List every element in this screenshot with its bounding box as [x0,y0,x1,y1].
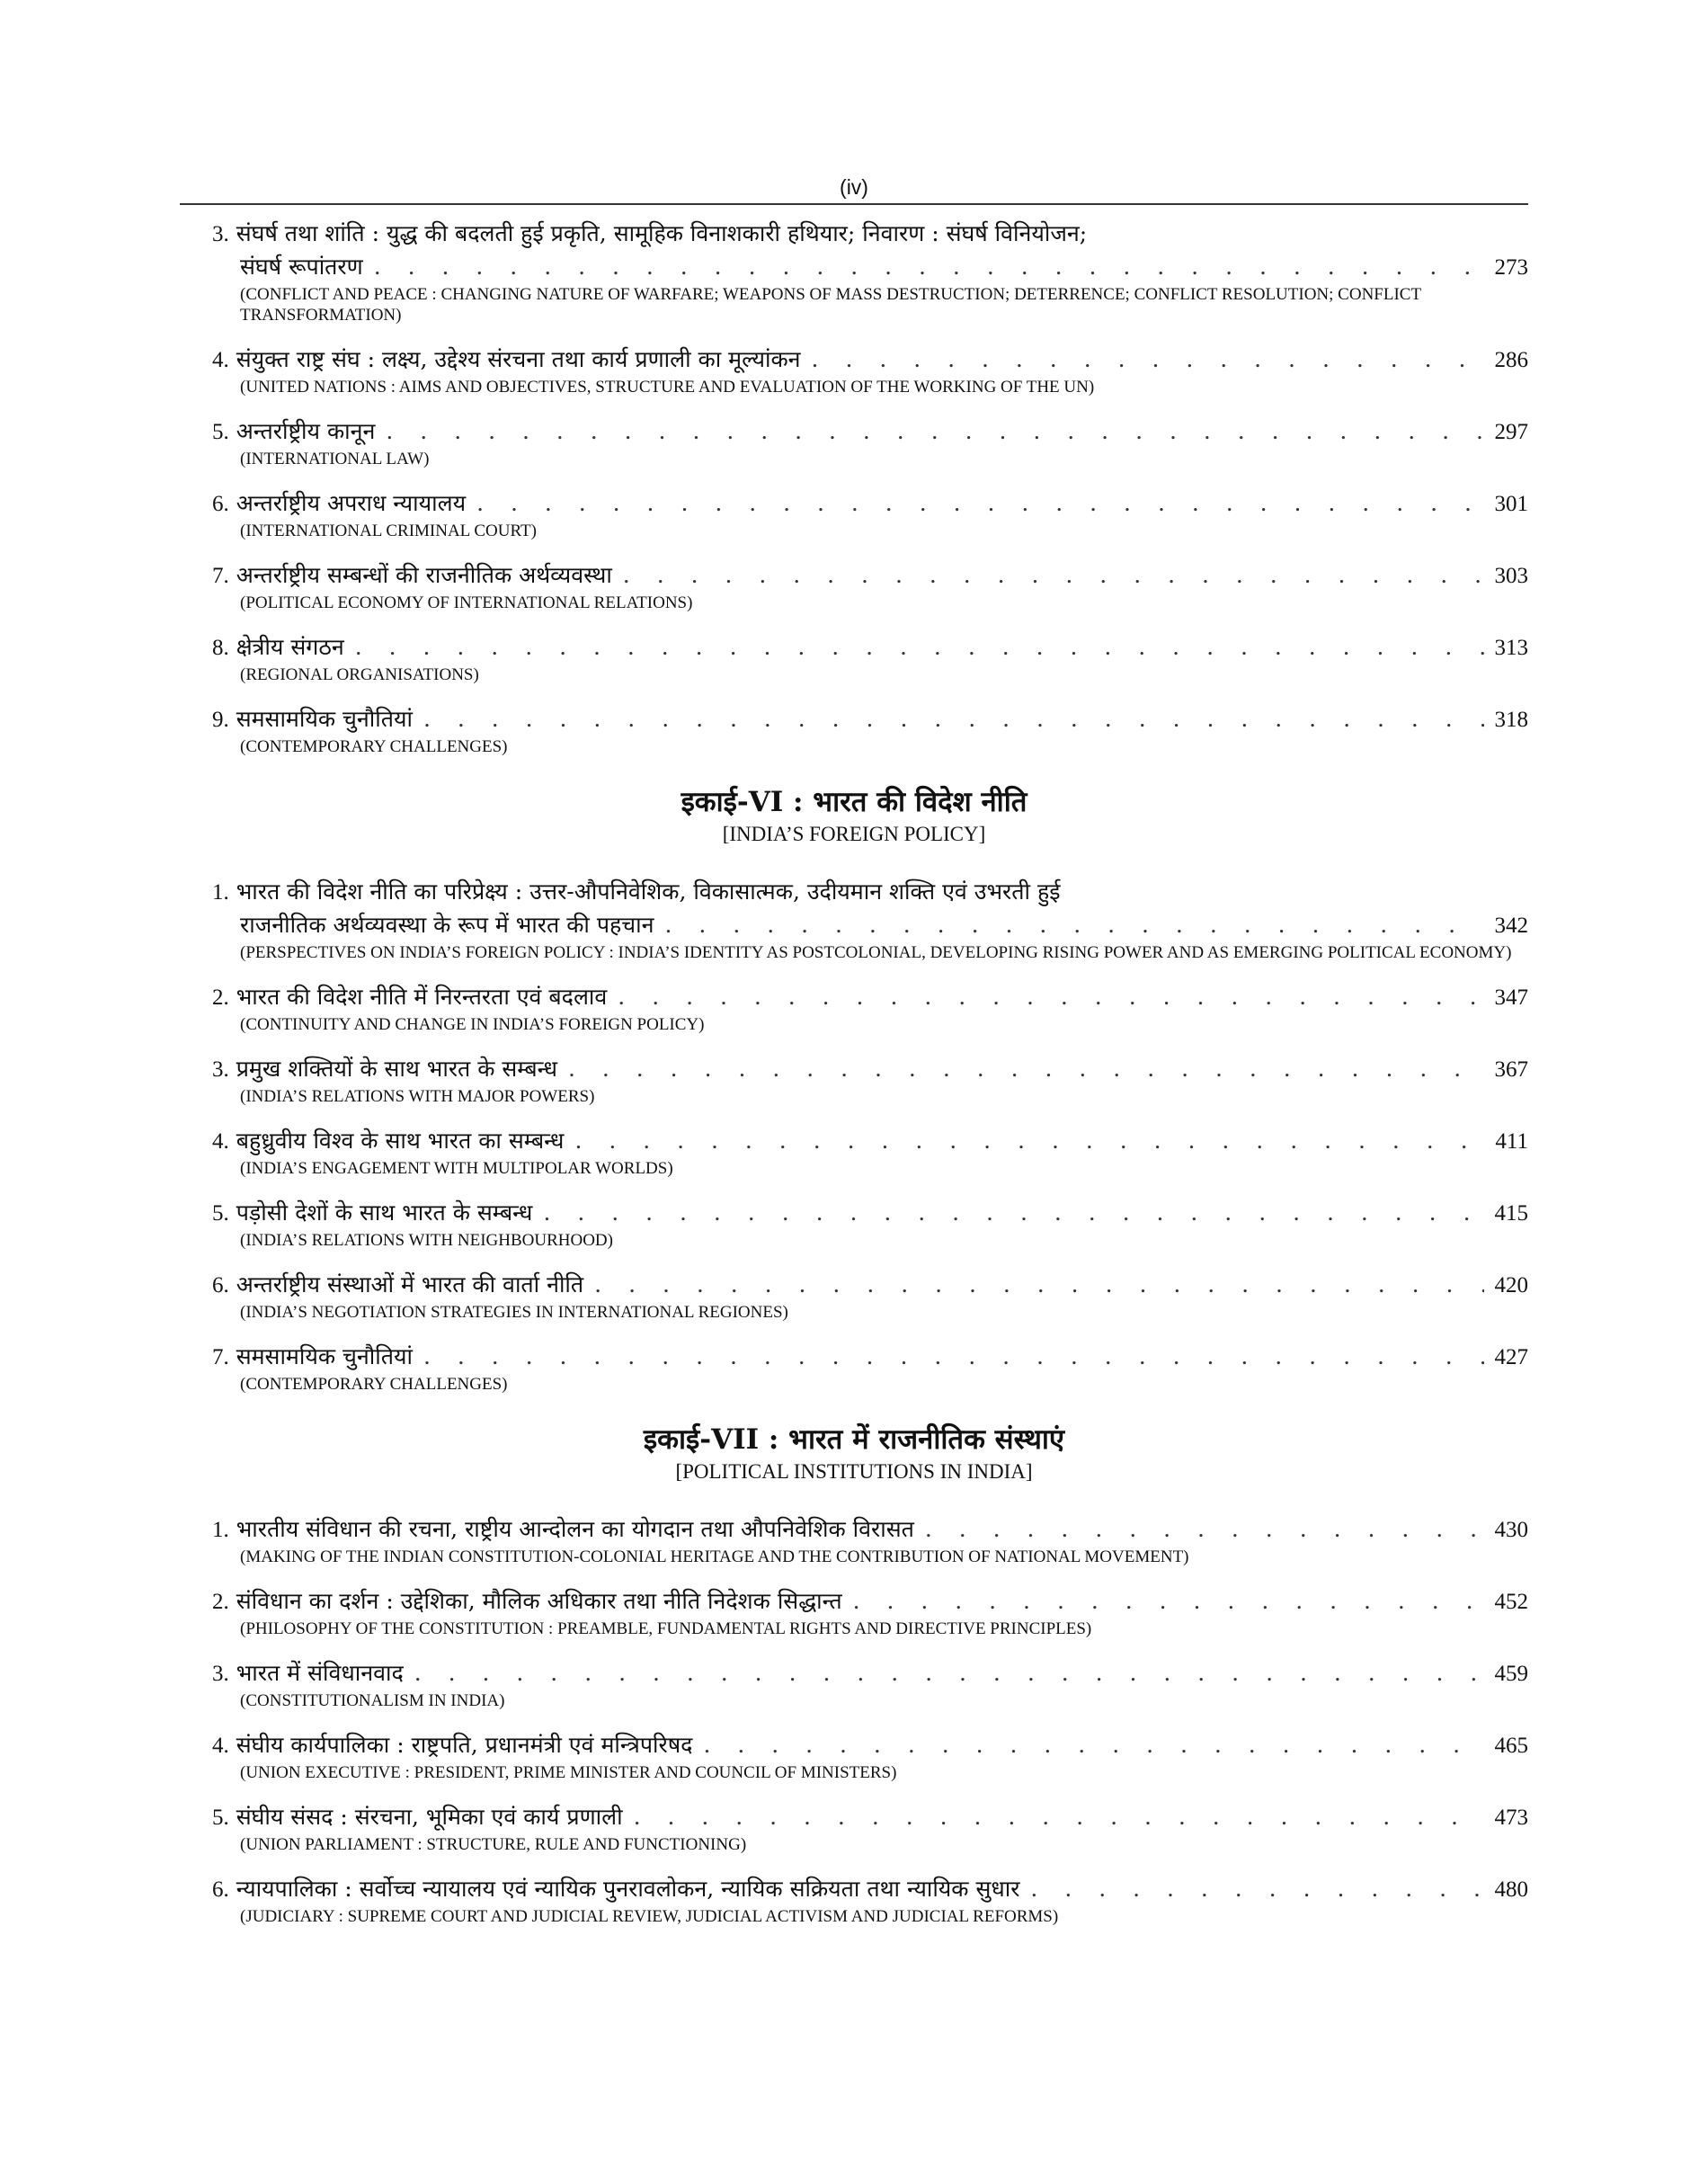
toc-entry[interactable] [180,1269,1528,1323]
unit-subheading: [INDIA’S FOREIGN POLICY] [722,823,986,845]
leader-dots [423,1341,1484,1373]
entry-page: 427 [1494,1345,1528,1369]
entry-number: 9. [212,708,229,732]
entry-number: 5. [212,1201,229,1226]
entry-english: (CONTEMPORARY CHALLENGES) [240,1375,508,1394]
leader-dots [543,1197,1483,1229]
entry-page: 420 [1494,1273,1528,1297]
entry-english: (INDIA’S NEGOTIATION STRATEGIES IN INTERNATIONAL REGIONES) [240,1303,788,1322]
leader-dots [476,487,1483,520]
toc-entry[interactable] [180,1657,1528,1711]
entry-number: 3. [212,222,229,246]
entry-title: अन्तर्राष्ट्रीय अपराध न्यायालय [236,490,467,516]
toc-entry[interactable] [180,487,1528,541]
unit-subheading: [POLITICAL INSTITUTIONS IN INDIA] [675,1460,1033,1483]
entry-english: (INDIA’S RELATIONS WITH MAJOR POWERS) [240,1087,595,1106]
entry-english: (POLITICAL ECONOMY OF INTERNATIONAL RELATIONS) [240,593,693,612]
entry-english: (CONTEMPORARY CHALLENGES) [240,737,508,756]
section-international-relations [180,218,1528,757]
entry-number: 1. [212,1518,229,1542]
entry-number: 2. [212,1590,229,1614]
page-number: (iv) [840,175,868,199]
entry-title: संघीय संसद : संरचना, भूमिका एवं कार्य प्रणाली [236,1804,623,1830]
leader-dots [853,1585,1484,1618]
leader-dots [634,1801,1484,1833]
entry-title: भारतीय संविधान की रचना, राष्ट्रीय आन्दोलन का योगदान तथा औपनिवेशिक विरासत [236,1516,914,1542]
entry-english: (UNION EXECUTIVE : PRESIDENT, PRIME MINISTER AND COUNCIL OF MINISTERS) [240,1763,897,1782]
leader-dots [925,1513,1484,1546]
entry-page: 297 [1494,420,1528,444]
toc-entry[interactable] [180,1801,1528,1855]
entry-number: 8. [212,636,229,660]
entry-page: 473 [1494,1806,1528,1830]
section-unit-7 [180,1422,1528,1927]
entry-title: समसामयिक चुनौतियां [236,706,413,732]
entry-page: 459 [1494,1662,1528,1686]
entry-english: (CONSTITUTIONALISM IN INDIA) [240,1691,505,1710]
entry-english: (CONTINUITY AND CHANGE IN INDIA’S FOREIGN POLICY) [240,1015,705,1034]
toc-entry[interactable] [180,1513,1528,1567]
entry-number: 4. [212,1734,229,1758]
entry-english: (CONFLICT AND PEACE : CHANGING NATURE OF WARFARE; WEAPONS OF MASS DESTRUCTION; DETERRENCE; CONFLICT RESOLUTION; CONFLICT TRANSFORMATION) [240,285,1421,325]
entry-english: (INDIA’S RELATIONS WITH NEIGHBOURHOOD) [240,1231,613,1250]
toc-entry[interactable] [180,415,1528,469]
entry-title-line1: भारत की विदेश नीति का परिप्रेक्ष्य : उत्तर-औपनिवेशिक, विकासात्मक, उदीयमान शक्ति एवं उभरती हुई [236,878,1061,905]
entry-title: भारत की विदेश नीति में निरन्तरता एवं बदलाव [236,984,608,1010]
entry-page: 452 [1494,1590,1528,1614]
leader-dots [568,1053,1484,1085]
toc-entry[interactable] [180,218,1528,325]
entry-page: 411 [1495,1129,1528,1154]
entry-title: संविधान का दर्शन : उद्देशिका, मौलिक अधिकार तथा नीति निदेशक सिद्धान्त [236,1588,842,1614]
entry-title: न्यायपालिका : सर्वोच्च न्यायालय एवं न्यायिक पुनरावलोकन, न्यायिक सक्रियता तथा न्यायिक सुधार [236,1876,1020,1902]
entry-title: राजनीतिक अर्थव्यवस्था के रूप में भारत की पहचान [240,912,654,938]
entry-page: 342 [1494,914,1528,938]
leader-dots [623,559,1484,592]
leader-dots [1030,1873,1483,1905]
entry-title: पड़ोसी देशों के साथ भारत के सम्बन्ध [236,1199,533,1226]
toc-entry[interactable] [180,343,1528,397]
entry-number: 4. [212,348,229,372]
leader-dots [594,1269,1483,1301]
entry-page: 465 [1494,1734,1528,1758]
entry-title: संघीय कार्यपालिका : राष्ट्रपति, प्रधानमंत्री एवं मन्त्रिपरिषद [236,1732,693,1758]
toc-entry[interactable] [180,981,1528,1035]
entry-number: 2. [212,985,229,1010]
toc-entry[interactable] [180,1585,1528,1639]
entry-page: 480 [1494,1877,1528,1902]
leader-dots [386,415,1483,448]
entry-page: 430 [1494,1518,1528,1542]
entry-title: अन्तर्राष्ट्रीय संस्थाओं में भारत की वार्ता नीति [236,1271,584,1297]
header-rule [180,203,1528,205]
leader-dots [414,1657,1484,1690]
section-unit-6 [180,784,1528,1395]
entry-number: 3. [212,1662,229,1686]
unit-heading: इकाई-VII : भारत में राजनीतिक संस्थाएं [643,1423,1065,1456]
entry-title: अन्तर्राष्ट्रीय सम्बन्धों की राजनीतिक अर्थव्यवस्था [236,562,612,588]
entry-number: 6. [212,1273,229,1297]
entry-number: 7. [212,564,229,588]
toc-entry[interactable] [180,631,1528,685]
entry-title: संघर्ष रूपांतरण [240,254,363,280]
entry-title: समसामयिक चुनौतियां [236,1343,413,1369]
entry-number: 6. [212,1877,229,1902]
leader-dots [703,1729,1483,1761]
entry-page: 286 [1494,348,1528,372]
entry-number: 7. [212,1345,229,1369]
entry-english: (REGIONAL ORGANISATIONS) [240,665,479,684]
entry-english: (INDIA’S ENGAGEMENT WITH MULTIPOLAR WORLDS) [240,1159,673,1178]
entry-english: (PERSPECTIVES ON INDIA’S FOREIGN POLICY : INDIA’S IDENTITY AS POSTCOLONIAL, DEVELOPING RISING POWER AND AS EMERGING POLITICAL ECONOMY) [240,943,1512,962]
entry-number: 1. [212,880,229,905]
toc-entry[interactable] [180,1341,1528,1395]
entry-page: 415 [1494,1201,1528,1226]
entry-title: भारत में संविधानवाद [236,1660,404,1686]
entry-english: (INTERNATIONAL LAW) [240,450,430,468]
leader-dots [423,703,1484,736]
entry-page: 347 [1494,985,1528,1010]
entry-page: 367 [1494,1057,1528,1082]
entry-english: (UNITED NATIONS : AIMS AND OBJECTIVES, STRUCTURE AND EVALUATION OF THE WORKING OF THE UN) [240,378,1095,397]
leader-dots [665,909,1484,941]
entry-number: 5. [212,420,229,444]
entry-english: (JUDICIARY : SUPREME COURT AND JUDICIAL REVIEW, JUDICIAL ACTIVISM AND JUDICIAL REFORMS) [240,1907,1059,1926]
entry-page: 313 [1494,636,1528,660]
toc-entry[interactable] [180,703,1528,757]
toc-entry[interactable] [180,559,1528,613]
entry-number: 3. [212,1057,229,1082]
entry-number: 6. [212,492,229,516]
toc-entry[interactable] [180,1053,1528,1107]
entry-number: 4. [212,1129,229,1154]
leader-dots [355,631,1484,664]
entry-title: अन्तर्राष्ट्रीय कानून [236,418,376,444]
leader-dots [812,343,1484,376]
entry-english: (PHILOSOPHY OF THE CONSTITUTION : PREAMBLE, FUNDAMENTAL RIGHTS AND DIRECTIVE PRINCIPLES) [240,1619,1092,1638]
entry-page: 318 [1494,708,1528,732]
toc-entry[interactable] [180,1125,1528,1179]
toc-entry[interactable] [180,1197,1528,1251]
entry-title: क्षेत्रीय संगठन [236,634,344,660]
entry-title-line1: संघर्ष तथा शांति : युद्ध की बदलती हुई प्रकृति, सामूहिक विनाशकारी हथियार; निवारण : संघर्ष विनियोजन; [236,220,1088,246]
entry-title: संयुक्त राष्ट्र संघ : लक्ष्य, उद्देश्य संरचना तथा कार्य प्रणाली का मूल्यांकन [236,346,801,372]
entry-title: प्रमुख शक्तियों के साथ भारत के सम्बन्ध [236,1056,557,1082]
entry-page: 273 [1494,255,1528,280]
entry-page: 301 [1494,492,1528,516]
entry-number: 5. [212,1806,229,1830]
leader-dots [574,1125,1484,1157]
toc-page [180,171,1528,1945]
entry-title: बहुध्रुवीय विश्व के साथ भारत का सम्बन्ध [236,1128,565,1154]
toc-entry[interactable] [180,876,1528,963]
unit-heading: इकाई-VI : भारत की विदेश नीति [681,786,1027,818]
entry-page: 303 [1494,564,1528,588]
entry-english: (UNION PARLIAMENT : STRUCTURE, RULE AND FUNCTIONING) [240,1835,747,1854]
entry-english: (INTERNATIONAL CRIMINAL COURT) [240,522,537,540]
entry-english: (MAKING OF THE INDIAN CONSTITUTION-COLONIAL HERITAGE AND THE CONTRIBUTION OF NATIONAL MOVEMENT) [240,1547,1189,1566]
leader-dots [618,981,1483,1013]
toc-entry[interactable] [180,1729,1528,1783]
toc-entry[interactable] [180,1873,1528,1927]
leader-dots [374,251,1484,283]
